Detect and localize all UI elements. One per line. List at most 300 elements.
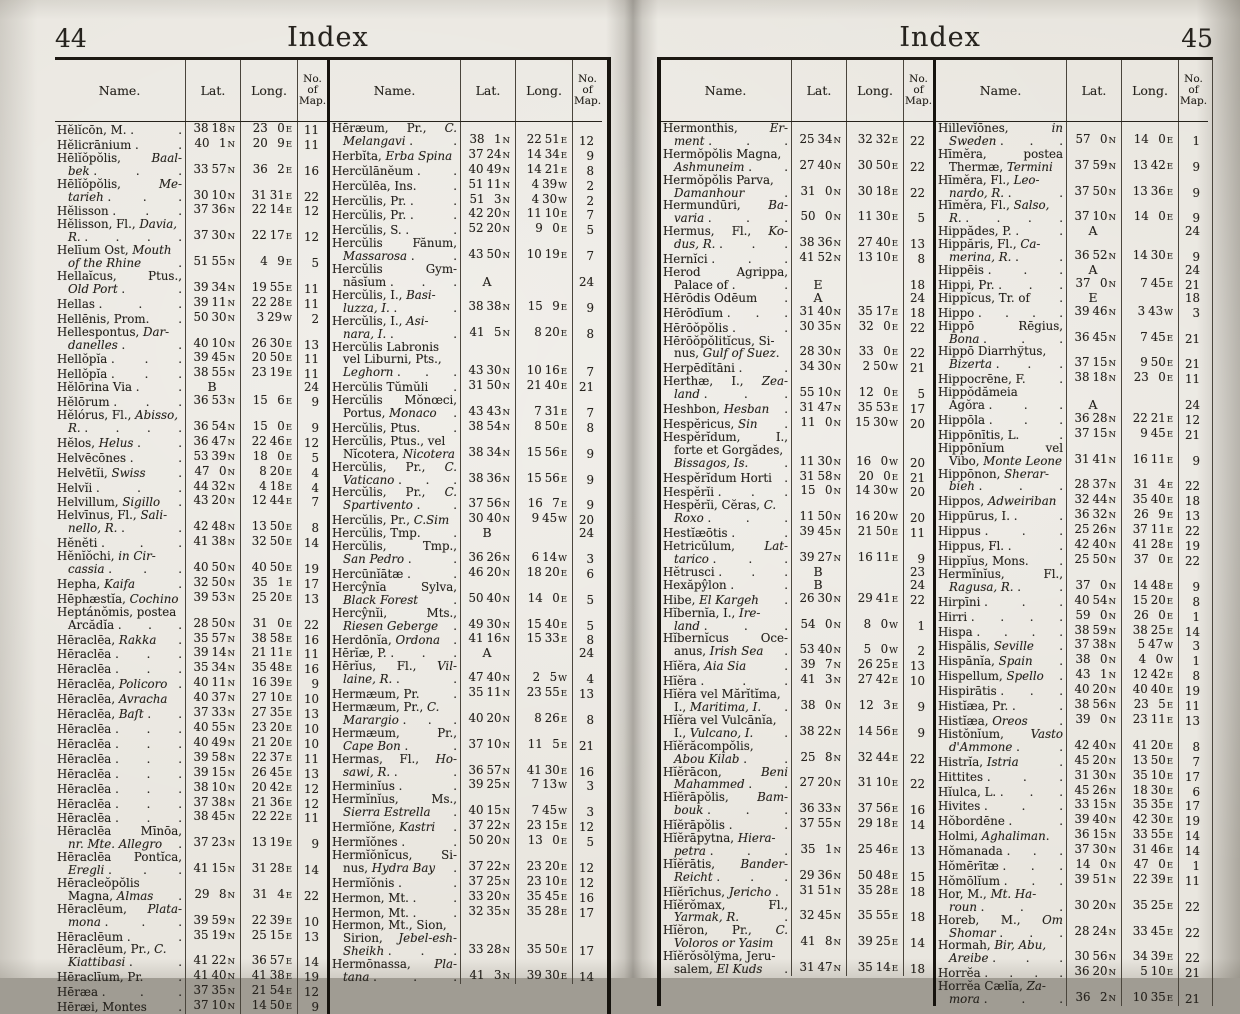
entry-longitude: 32 0E: [846, 320, 903, 335]
entry-latitude: A: [1066, 386, 1121, 412]
entry-latitude: 32 45N: [791, 899, 846, 925]
index-entry: [661, 484, 933, 499]
index-entry: [936, 523, 1208, 538]
entry-longitude: 13 50E: [1121, 754, 1178, 769]
entry-latitude: 15 0N: [791, 484, 846, 499]
entry-longitude: 31 46E: [1121, 843, 1178, 858]
entry-longitude: 40 40E: [1121, 683, 1178, 698]
entry-longitude: 4 0W: [1121, 653, 1178, 668]
entry-map-number: 22: [1178, 914, 1208, 940]
index-entry: [661, 266, 933, 292]
entry-latitude: 27 20N: [791, 766, 846, 792]
index-entry: [936, 289, 1208, 305]
entry-name: Hercŭlis, Ptus., vel Nĭcotera, Nicotera: [332, 433, 455, 461]
entry-longitude: 37 11E: [1121, 523, 1178, 538]
index-entry: [330, 890, 602, 905]
entry-latitude: 36 52N: [1066, 238, 1121, 264]
entry-longitude: 9 0E: [515, 222, 572, 237]
index-entry: [55, 178, 327, 204]
index-entry: [936, 668, 1208, 683]
index-entry: [936, 939, 1208, 965]
entry-map-number: 18: [1178, 292, 1208, 305]
entry-map-number: 10: [297, 721, 327, 736]
entry-map-number: 11: [297, 351, 327, 366]
entry-latitude: 43 20N: [185, 494, 240, 509]
entry-name: Hĭĕrātis, Bander- Reicht . . .: [663, 856, 788, 884]
entry-latitude: 36 15N: [1066, 828, 1121, 843]
entry-map-number: 18: [1178, 493, 1208, 508]
index-entry: [55, 509, 327, 535]
index-entry: [330, 163, 602, 178]
page-number: 45: [1181, 24, 1213, 53]
table-header-row: [330, 60, 602, 122]
entry-name: Hercŭlēa, Ins. .: [332, 178, 457, 193]
index-table: [55, 57, 611, 1014]
index-entry: [661, 360, 933, 375]
entry-longitude: 31 31E: [240, 178, 297, 204]
entry-name: Hillevĭōnes, in Sweden . . .: [938, 121, 1063, 148]
entry-name: Hĕlos, Helus . .: [57, 435, 182, 450]
entry-name: Hĭĕra, Aia Sia .: [663, 659, 788, 674]
index-entry: [330, 793, 602, 819]
entry-map-number: 17: [1178, 798, 1208, 813]
entry-longitude: 41 30E: [515, 753, 572, 779]
entry-map-number: 13: [297, 929, 327, 944]
entry-map-number: 10: [297, 736, 327, 751]
entry-map-number: 22: [297, 178, 327, 204]
entry-latitude: 41 38N: [185, 535, 240, 550]
entry-latitude: A: [791, 292, 846, 305]
entry-name: Hēræa . . .: [57, 985, 182, 1000]
entry-name: Hestĭæōtis . .: [663, 526, 788, 541]
entry-latitude: 53 39N: [185, 450, 240, 465]
entry-latitude: 36 57N: [460, 753, 515, 779]
entry-latitude: 44 32N: [185, 480, 240, 495]
entry-latitude: 50 40N: [460, 581, 515, 607]
entry-name: Hermon, Mt. . .: [332, 890, 457, 905]
entry-name: Hĕlōrum . . .: [57, 395, 182, 410]
entry-map-number: 2: [903, 632, 933, 658]
entry-name: Hermus, Fl., Ko- dus, R. . . .: [663, 224, 788, 252]
entry-map-number: 11: [1178, 371, 1208, 386]
entry-longitude: 26 9E: [1121, 508, 1178, 523]
entry-map-number: 14: [297, 535, 327, 550]
entry-name: Helvēcōnes . .: [57, 450, 182, 465]
entry-name: Hippos, Adweiriban: [938, 494, 1057, 509]
index-entry: [936, 386, 1208, 412]
entry-name: Horrĕa Cælĭa, Za- mora . . .: [938, 979, 1063, 1007]
index-entry: [661, 950, 933, 976]
entry-map-number: 12: [572, 122, 602, 148]
index-entry: [936, 261, 1208, 277]
entry-longitude: 41 38E: [240, 969, 297, 984]
index-entry: [330, 727, 602, 753]
entry-name: Holmi, Aghaliman.: [938, 829, 1050, 844]
entry-latitude: 41 52N: [791, 251, 846, 266]
index-entry: [661, 832, 933, 858]
index-entry: [661, 740, 933, 766]
index-entry: [936, 754, 1208, 769]
index-entry: [55, 721, 327, 736]
entry-longitude: 6 14W: [515, 540, 572, 566]
entry-longitude: 41 28E: [1121, 538, 1178, 553]
entry-longitude: 31 28E: [240, 851, 297, 877]
entry-map-number: 22: [297, 606, 327, 632]
entry-latitude: 37 22N: [460, 849, 515, 875]
entry-latitude: 43 43N: [460, 394, 515, 420]
entry-name: Hercŭlis, Pr., C.Sim: [332, 513, 450, 528]
index-entry: [661, 431, 933, 470]
entry-latitude: 40 49N: [185, 736, 240, 751]
index-entry: [55, 691, 327, 706]
entry-name: Hippōla . . .: [938, 412, 1063, 427]
entry-longitude: 39 25E: [846, 924, 903, 950]
entry-map-number: 21: [1178, 965, 1208, 980]
entry-name: Herpēdĭtāni . .: [663, 361, 788, 376]
table-header-row: [55, 60, 327, 122]
entry-name: Histrĭa, Istria .: [938, 754, 1063, 769]
entry-name: Hĕlicrānium . .: [57, 137, 182, 152]
entry-latitude: 11 0N: [791, 416, 846, 431]
entry-name: Hēraclēum, Plata- mona . . .: [57, 901, 182, 929]
entry-longitude: 20 9E: [240, 137, 297, 152]
entry-map-number: 17: [572, 919, 602, 958]
index-entry: [55, 366, 327, 381]
entry-latitude: 40 1N: [185, 137, 240, 152]
entry-longitude: 13 19E: [240, 825, 297, 851]
entry-map-number: 17: [297, 576, 327, 591]
entry-latitude: 39 0N: [1066, 713, 1121, 728]
entry-longitude: 9 45E: [1121, 427, 1178, 442]
index-entry: [936, 914, 1208, 940]
entry-name: Hercŭlis, Tmp. .: [332, 526, 457, 541]
entry-name: Hermon, Mt., Sion, Sirion, Jebel-esh- Sheikh . . .: [332, 918, 457, 959]
entry-longitude: 14 0E: [515, 581, 572, 607]
entry-map-number: 14: [903, 817, 933, 832]
entry-longitude: 10 35E: [1121, 980, 1178, 1006]
entry-longitude: 13 42E: [1121, 148, 1178, 174]
index-entry: [661, 658, 933, 673]
entry-longitude: 38 25E: [1121, 624, 1178, 639]
index-entry: [661, 305, 933, 320]
index-entry: [330, 701, 602, 727]
entry-name: Hippocrēne, F. .: [938, 372, 1063, 387]
index-entry: [55, 706, 327, 721]
entry-longitude: [1121, 225, 1178, 238]
index-entry: [661, 375, 933, 401]
entry-longitude: 14 30W: [846, 484, 903, 499]
entry-latitude: A: [1066, 264, 1121, 277]
entry-name: Hippōnītis, L. .: [938, 427, 1063, 442]
entry-map-number: 24: [572, 527, 602, 540]
index-entry: [936, 442, 1208, 468]
entry-latitude: 39 11N: [185, 296, 240, 311]
entry-latitude: 31 51N: [791, 884, 846, 899]
entry-map-number: 11: [297, 137, 327, 152]
entry-longitude: 9 50E: [1121, 345, 1178, 371]
entry-longitude: [846, 579, 903, 592]
entry-longitude: 14 34E: [515, 148, 572, 163]
entry-map-number: 14: [297, 943, 327, 969]
entry-latitude: 33 57N: [185, 152, 240, 178]
entry-longitude: 29 41E: [846, 592, 903, 607]
index-entry: [661, 817, 933, 832]
entry-longitude: 3 29W: [240, 311, 297, 326]
index-entry: [55, 152, 327, 178]
index-entry: [936, 609, 1208, 624]
entry-name: Horeb, M., Om Shomar . . .: [938, 912, 1063, 940]
index-entry: [55, 781, 327, 796]
entry-map-number: 12: [297, 796, 327, 811]
column-header-map: No. of Map.: [903, 60, 933, 121]
entry-name: Hercŭlis, Pr. . .: [332, 193, 457, 208]
entry-latitude: 38 0N: [791, 688, 846, 714]
entry-latitude: 31 47N: [791, 950, 846, 976]
entry-name: Hēlĭŏpŏlis, Me- tarieh . . .: [57, 176, 182, 204]
index-entry: [661, 592, 933, 607]
index-entry: [661, 766, 933, 792]
entry-latitude: 38 59N: [1066, 624, 1121, 639]
entry-map-number: 23: [903, 566, 933, 579]
entry-name: Hercŭlis, S. . .: [332, 223, 457, 238]
entry-name: Hēraclīum, Pr. .: [57, 970, 182, 985]
entry-name: Hĭĕrŏmax, Fl., Yarmak, R. .: [663, 897, 788, 925]
index-entry: [55, 877, 327, 903]
entry-map-number: 4: [297, 465, 327, 480]
entry-map-number: 21: [1178, 277, 1208, 292]
entry-latitude: 14 0N: [1066, 858, 1121, 873]
entry-name: Hĭĕrāpytna, Hiera- petra . . .: [663, 831, 788, 858]
entry-longitude: 27 35E: [240, 706, 297, 721]
entry-name: Hēraclēa, Avracha: [57, 692, 168, 707]
entry-latitude: 40 10N: [185, 326, 240, 352]
entry-map-number: 22: [903, 174, 933, 200]
entry-latitude: 36 45N: [1066, 320, 1121, 346]
entry-name: Hĭĕra vel Vulcānĭa, I., Vulcano, I. .: [663, 712, 788, 740]
index-entry: [661, 320, 933, 335]
entry-longitude: 42 30E: [1121, 813, 1178, 828]
entry-map-number: 24: [1178, 225, 1208, 238]
entry-latitude: 41 3N: [460, 958, 515, 984]
index-entry: [330, 222, 602, 237]
index-entry: [55, 929, 327, 944]
entry-map-number: 9: [1178, 148, 1208, 174]
entry-latitude: 37 55N: [791, 817, 846, 832]
entry-latitude: 32 35N: [460, 905, 515, 920]
entry-name: Hispa . . . .: [938, 624, 1063, 639]
column-header-map: No. of Map.: [1178, 60, 1208, 121]
entry-map-number: 21: [1178, 320, 1208, 346]
entry-map-number: 16: [903, 791, 933, 817]
index-entry: [936, 624, 1208, 639]
entry-map-number: 16: [572, 890, 602, 905]
index-entry: [55, 409, 327, 435]
index-entry: [55, 122, 327, 137]
entry-latitude: 25 8N: [791, 740, 846, 766]
entry-longitude: 23 10E: [515, 875, 572, 890]
entry-longitude: 27 42E: [846, 673, 903, 688]
entry-latitude: 41 3N: [791, 673, 846, 688]
entry-map-number: 3: [1178, 638, 1208, 653]
entry-latitude: 37 38N: [1066, 638, 1121, 653]
index-entry: [936, 427, 1208, 442]
entry-map-number: 22: [903, 766, 933, 792]
entry-name: Hippōnon, Sherar- bieh . . .: [938, 466, 1063, 494]
entry-latitude: 36 28N: [1066, 412, 1121, 427]
entry-latitude: 47 0N: [185, 465, 240, 480]
entry-map-number: 21: [572, 379, 602, 394]
entry-map-number: 8: [1178, 668, 1208, 683]
entry-longitude: 5 47W: [1121, 638, 1178, 653]
entry-longitude: 14 21E: [515, 163, 572, 178]
index-column: [933, 60, 1208, 1006]
entry-name: Hermonthis, Er- ment . . .: [663, 121, 788, 148]
entry-name: Hippō Rēgius, Bona . . .: [938, 318, 1063, 346]
column-header-lat: Lat.: [185, 60, 240, 121]
entry-name: Hercŷnĭi, Mts., Riesen Geberge .: [332, 605, 457, 633]
entry-longitude: 16 20W: [846, 499, 903, 525]
entry-map-number: 11: [1178, 698, 1208, 713]
entry-name: Hĭĕra vel Mărĭtĭma, I., Maritima, I. .: [663, 687, 788, 714]
entry-latitude: 37 25N: [460, 875, 515, 890]
entry-map-number: 20: [903, 431, 933, 470]
index-entry: [661, 673, 933, 688]
entry-map-number: 22: [1178, 523, 1208, 538]
entry-latitude: 29 36N: [791, 858, 846, 884]
entry-longitude: [1121, 386, 1178, 412]
entry-longitude: 12 0E: [846, 375, 903, 401]
entry-map-number: 16: [297, 632, 327, 647]
entry-name: Hermundūri, Ba- varia . . .: [663, 198, 788, 226]
entry-map-number: 5: [572, 222, 602, 237]
index-entry: [936, 277, 1208, 292]
entry-longitude: 41 20E: [1121, 728, 1178, 754]
entry-latitude: 42 20N: [460, 207, 515, 222]
entry-latitude: 34 30N: [791, 360, 846, 375]
index-entry: [936, 980, 1208, 1006]
entry-name: Hērōdis Odēum .: [663, 290, 788, 305]
entry-name: Hippŏdămeia Agŏra . . .: [938, 385, 1063, 413]
entry-name: Hēraclēum, Pr., C. Kiattibasi . .: [57, 942, 182, 970]
entry-longitude: 35 40E: [1121, 493, 1178, 508]
entry-map-number: 7: [572, 394, 602, 420]
entry-name: Hippi, Pr. . . .: [938, 277, 1063, 292]
entry-longitude: 23 19E: [240, 366, 297, 381]
index-entry: [55, 311, 327, 326]
entry-map-number: 2: [572, 178, 602, 193]
entry-latitude: 31 58N: [791, 470, 846, 485]
entry-map-number: 9: [572, 435, 602, 461]
entry-latitude: 50 30N: [185, 311, 240, 326]
entry-name: Hippădes, P. . .: [938, 224, 1063, 239]
index-entry: [330, 435, 602, 461]
entry-name: Hespĕricus, Sin .: [663, 416, 788, 431]
index-entry: [330, 819, 602, 834]
entry-latitude: 51 11N: [460, 178, 515, 193]
entry-latitude: 30 10N: [185, 178, 240, 204]
entry-latitude: 30 40N: [460, 512, 515, 527]
entry-name: Hespĕrĭdum, I., forte et Gorgădes, Bissagos, Is. .: [663, 429, 788, 470]
index-entry: [330, 581, 602, 607]
entry-name: Hĭĕrŏsŏlўma, Jeru- salem, El Kuds .: [663, 949, 788, 977]
entry-map-number: 11: [297, 810, 327, 825]
entry-map-number: 20: [572, 512, 602, 527]
entry-latitude: 55 10N: [791, 375, 846, 401]
entry-latitude: 38 1N: [460, 122, 515, 148]
entry-name: Hippō Diarrhўtus, Bizerta . . .: [938, 344, 1063, 372]
entry-longitude: 36 2E: [240, 152, 297, 178]
entry-longitude: 33 0E: [846, 335, 903, 361]
index-entry: [55, 646, 327, 661]
entry-name: Hirpīni . . .: [938, 594, 1063, 609]
entry-longitude: 15 20E: [1121, 594, 1178, 609]
entry-map-number: 13: [572, 686, 602, 701]
entry-longitude: 13 10E: [846, 251, 903, 266]
entry-latitude: 39 53N: [185, 591, 240, 606]
entry-longitude: 30 50E: [846, 148, 903, 174]
entry-name: Hermĭŏnĭcus, Si- nus, Hydra Bay .: [332, 847, 457, 875]
entry-longitude: 14 48E: [1121, 568, 1178, 594]
entry-name: Hespĕrĭi, Cĕras, C. Roxo . . .: [663, 498, 788, 526]
column-header-name: Name.: [979, 83, 1022, 98]
entry-name: Hispellum, Spello .: [938, 669, 1063, 684]
entry-longitude: 21 36E: [240, 796, 297, 811]
entry-name: Hermon, Mt. . .: [332, 905, 457, 920]
entry-latitude: 35 34N: [185, 661, 240, 676]
entry-latitude: 41 8N: [791, 924, 846, 950]
entry-name: Hermĭŏnes . .: [332, 835, 457, 850]
entry-map-number: 13: [297, 326, 327, 352]
entry-longitude: 10 19E: [515, 237, 572, 263]
entry-longitude: 27 40E: [846, 225, 903, 251]
entry-name: Hippo . . . .: [938, 305, 1063, 320]
entry-name: Hercŭlis, I., Basi- luzza, I. . .: [332, 287, 457, 315]
entry-name: Hērĭus, Fl., Vil- laine, R. . .: [332, 659, 457, 687]
entry-latitude: 31 0N: [791, 174, 846, 200]
entry-map-number: 13: [903, 832, 933, 858]
index-entry: [936, 813, 1208, 828]
entry-longitude: 35 45E: [515, 890, 572, 905]
entry-map-number: 24: [572, 647, 602, 660]
index-entry: [936, 538, 1208, 553]
entry-name: Hippĭus, Mons. .: [938, 554, 1063, 568]
entry-name: Hēraclēa, Policoro .: [57, 677, 182, 692]
entry-longitude: 22 17E: [240, 218, 297, 244]
entry-latitude: 51 3N: [460, 193, 515, 208]
entry-latitude: 51 55N: [185, 244, 240, 270]
entry-map-number: 1: [903, 607, 933, 633]
index-entry: [936, 468, 1208, 494]
entry-map-number: 6: [1178, 784, 1208, 799]
index-entry: [330, 341, 602, 380]
entry-latitude: 59 0N: [1066, 609, 1121, 624]
entry-longitude: 35 28E: [846, 884, 903, 899]
entry-latitude: 39 40N: [1066, 813, 1121, 828]
entry-name: Hippus, Fl. . .: [938, 539, 1063, 554]
index-entry: [936, 769, 1208, 784]
page-gutter: [606, 0, 658, 978]
entry-longitude: 11 10E: [515, 207, 572, 222]
index-entry: [661, 470, 933, 485]
entry-latitude: 33 20N: [460, 890, 515, 905]
entry-latitude: 28 30N: [791, 335, 846, 361]
entry-name: Hēraclēa . . .: [57, 662, 182, 677]
entry-longitude: 5 0W: [846, 632, 903, 658]
entry-map-number: 9: [297, 825, 327, 851]
entry-name: Hermōnassa, Pla- tana . . .: [332, 957, 457, 985]
index-entry: [330, 875, 602, 890]
entry-map-number: 9: [903, 714, 933, 740]
